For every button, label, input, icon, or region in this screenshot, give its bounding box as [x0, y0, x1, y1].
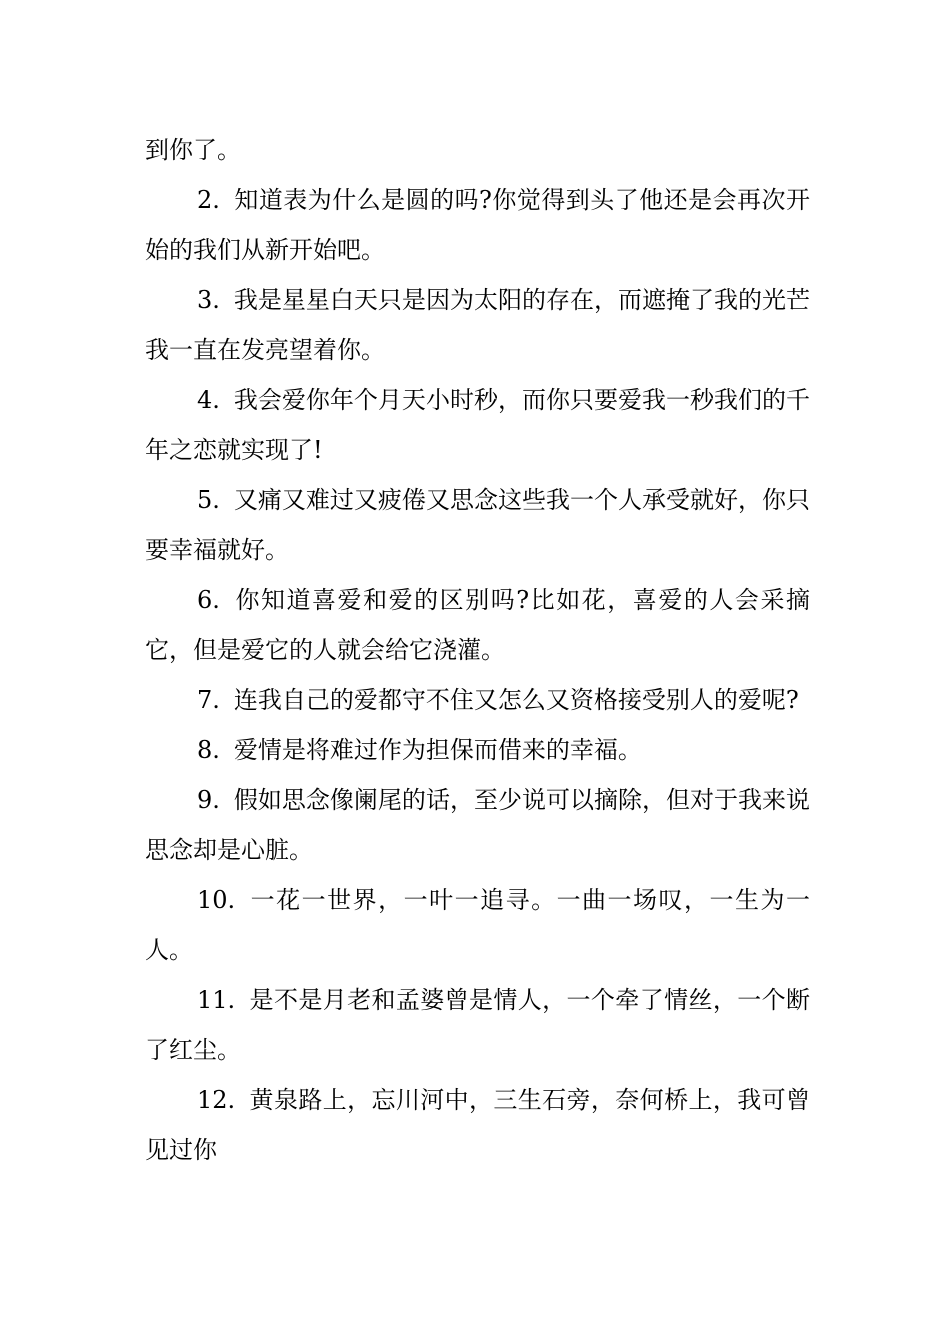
item-number: 7. — [197, 686, 220, 714]
item-number: 4. — [197, 386, 220, 414]
item-text: 爱情是将难过作为担保而借来的幸福。 — [233, 736, 642, 764]
item-text: 是不是月老和孟婆曾是情人，一个牵了情丝，一个断了红尘。 — [145, 986, 810, 1064]
list-item — [145, 775, 810, 875]
item-text: 一花一世界，一叶一追寻。一曲一场叹，一生为一人。 — [145, 886, 810, 964]
list-item — [145, 675, 810, 725]
list-item — [145, 875, 810, 975]
item-number: 8. — [197, 736, 220, 764]
document-body — [145, 125, 810, 1175]
list-item — [145, 1075, 810, 1175]
paragraph-text: 到你了。 — [145, 136, 241, 164]
item-text: 假如思念像阑尾的话，至少说可以摘除，但对于我来说思念却是心脏。 — [145, 786, 810, 864]
item-number: 10. — [197, 886, 236, 914]
item-text: 知道表为什么是圆的吗?你觉得到头了他还是会再次开始的我们从新开始吧。 — [145, 186, 810, 264]
list-item — [145, 725, 810, 775]
item-number: 2. — [197, 186, 220, 214]
list-item — [145, 175, 810, 275]
list-item — [145, 375, 810, 475]
list-item — [145, 475, 810, 575]
item-text: 黄泉路上，忘川河中，三生石旁，奈何桥上，我可曾见过你 — [145, 1086, 810, 1164]
continuation-paragraph — [145, 125, 810, 175]
item-text: 你知道喜爱和爱的区别吗?比如花，喜爱的人会采摘它，但是爱它的人就会给它浇灌。 — [145, 586, 810, 664]
item-text: 我会爱你年个月天小时秒，而你只要爱我一秒我们的千年之恋就实现了! — [145, 386, 810, 464]
list-item — [145, 575, 810, 675]
list-item — [145, 975, 810, 1075]
item-text: 我是星星白天只是因为太阳的存在，而遮掩了我的光芒我一直在发亮望着你。 — [145, 286, 810, 364]
item-number: 12. — [197, 1086, 236, 1114]
item-number: 6. — [197, 586, 220, 614]
item-number: 3. — [197, 286, 220, 314]
item-number: 9. — [197, 786, 220, 814]
item-number: 5. — [197, 486, 220, 514]
list-item — [145, 275, 810, 375]
item-text: 连我自己的爱都守不住又怎么又资格接受别人的爱呢? — [233, 686, 799, 714]
item-text: 又痛又难过又疲倦又思念这些我一个人承受就好，你只要幸福就好。 — [145, 486, 810, 564]
item-number: 11. — [197, 986, 236, 1014]
